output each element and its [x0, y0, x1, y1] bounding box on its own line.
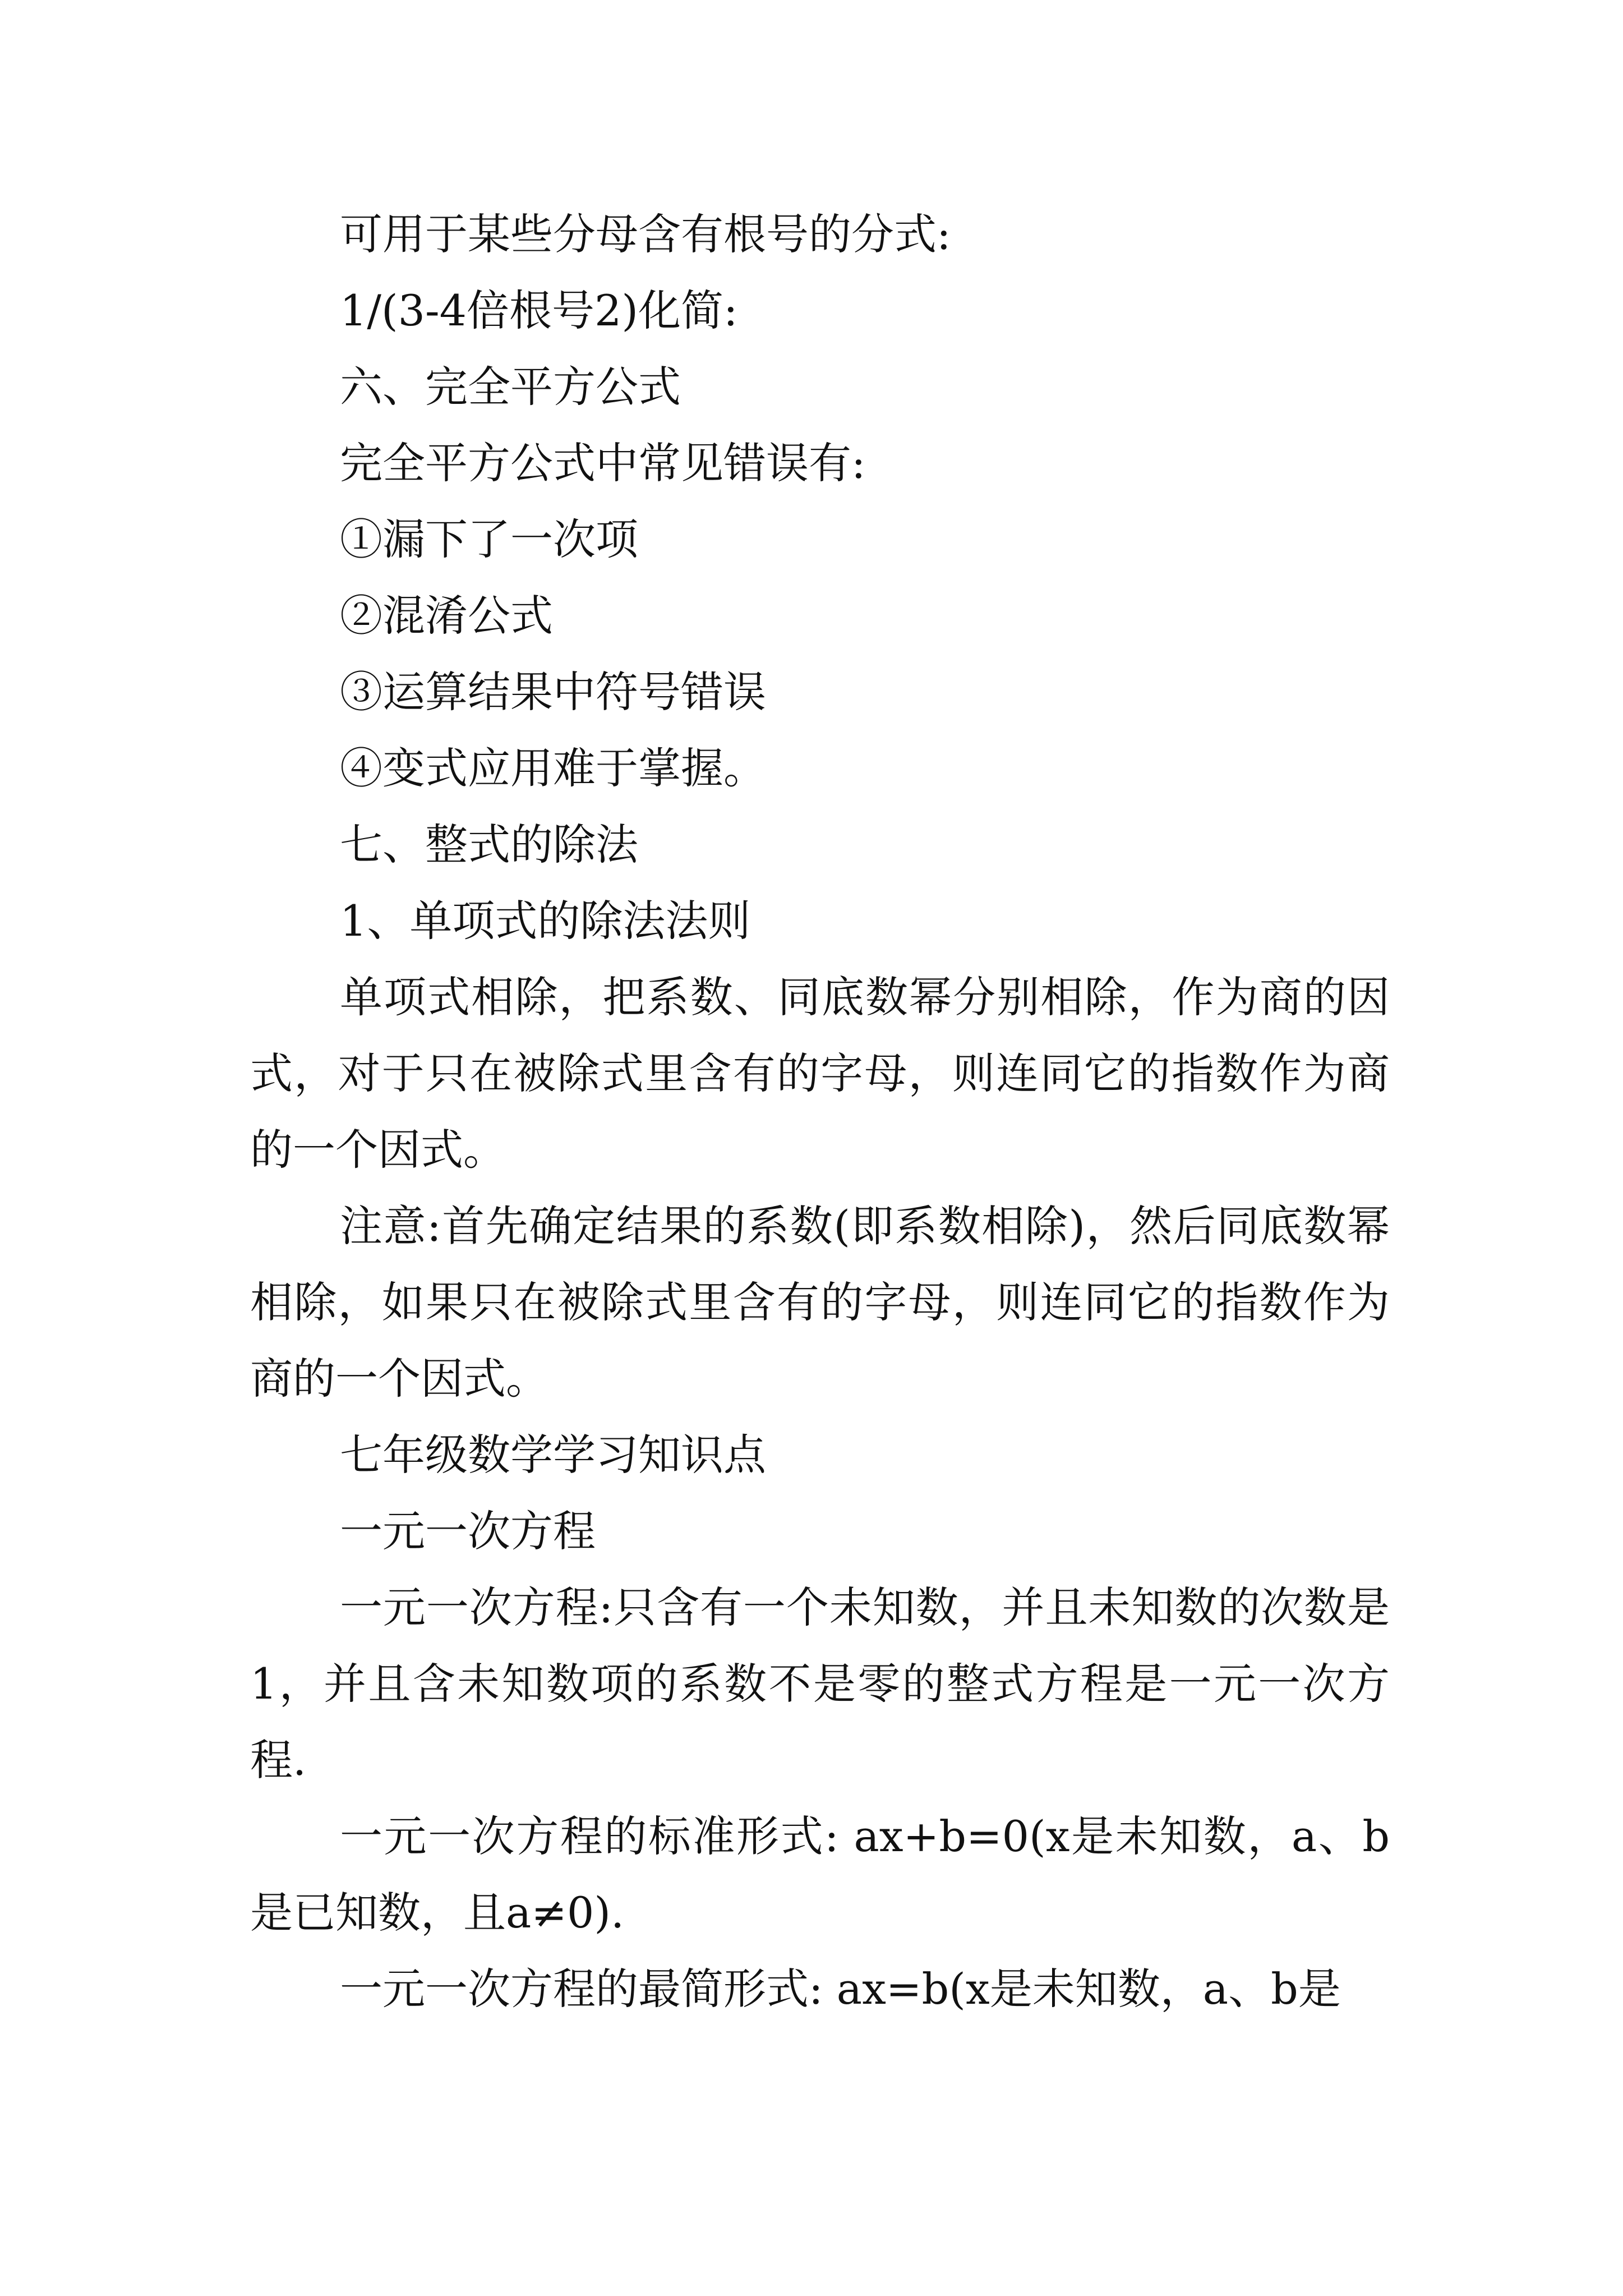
heading-monomial-division-rule: 1、单项式的除法法则: [340, 896, 751, 946]
heading-linear-equation: 一元一次方程: [340, 1506, 596, 1556]
paragraph-simplify-example: 1/(3-4倍根号2)化简:: [340, 286, 738, 335]
list-item-error-1: ①漏下了一次项: [340, 514, 638, 564]
list-item-error-4: ④变式应用难于掌握。: [340, 743, 766, 793]
paragraph-fraction-intro: 可用于某些分母含有根号的分式:: [340, 209, 951, 259]
paragraph-linear-equation-definition: 一元一次方程:只含有一个未知数，并且未知数的次数是1，并且含未知数项的系数不是零的整式方程是一元一次方程.: [250, 1582, 1390, 1785]
paragraph-monomial-division: 单项式相除，把系数、同底数幂分别相除，作为商的因式，对于只在被除式里含有的字母，则连同它的指数作为商的一个因式。: [250, 972, 1390, 1175]
heading-grade7-math: 七年级数学学习知识点: [340, 1430, 766, 1480]
paragraph-common-errors: 完全平方公式中常见错误有:: [340, 438, 866, 488]
heading-polynomial-division: 七、整式的除法: [340, 820, 638, 869]
heading-perfect-square-formula: 六、完全平方公式: [340, 362, 681, 412]
paragraph-standard-form: 一元一次方程的标准形式: ax+b=0(x是未知数，a、b是已知数，且a≠0).: [250, 1811, 1390, 1938]
list-item-error-3: ③运算结果中符号错误: [340, 667, 766, 717]
paragraph-simplest-form: 一元一次方程的最简形式: ax=b(x是未知数，a、b是: [340, 1964, 1341, 2014]
document-body: [250, 196, 1390, 2027]
paragraph-note: 注意:首先确定结果的系数(即系数相除)，然后同底数幂相除，如果只在被除式里含有的字母，则连同它的指数作为商的一个因式。: [250, 1201, 1390, 1404]
list-item-error-2: ②混淆公式: [340, 591, 553, 641]
